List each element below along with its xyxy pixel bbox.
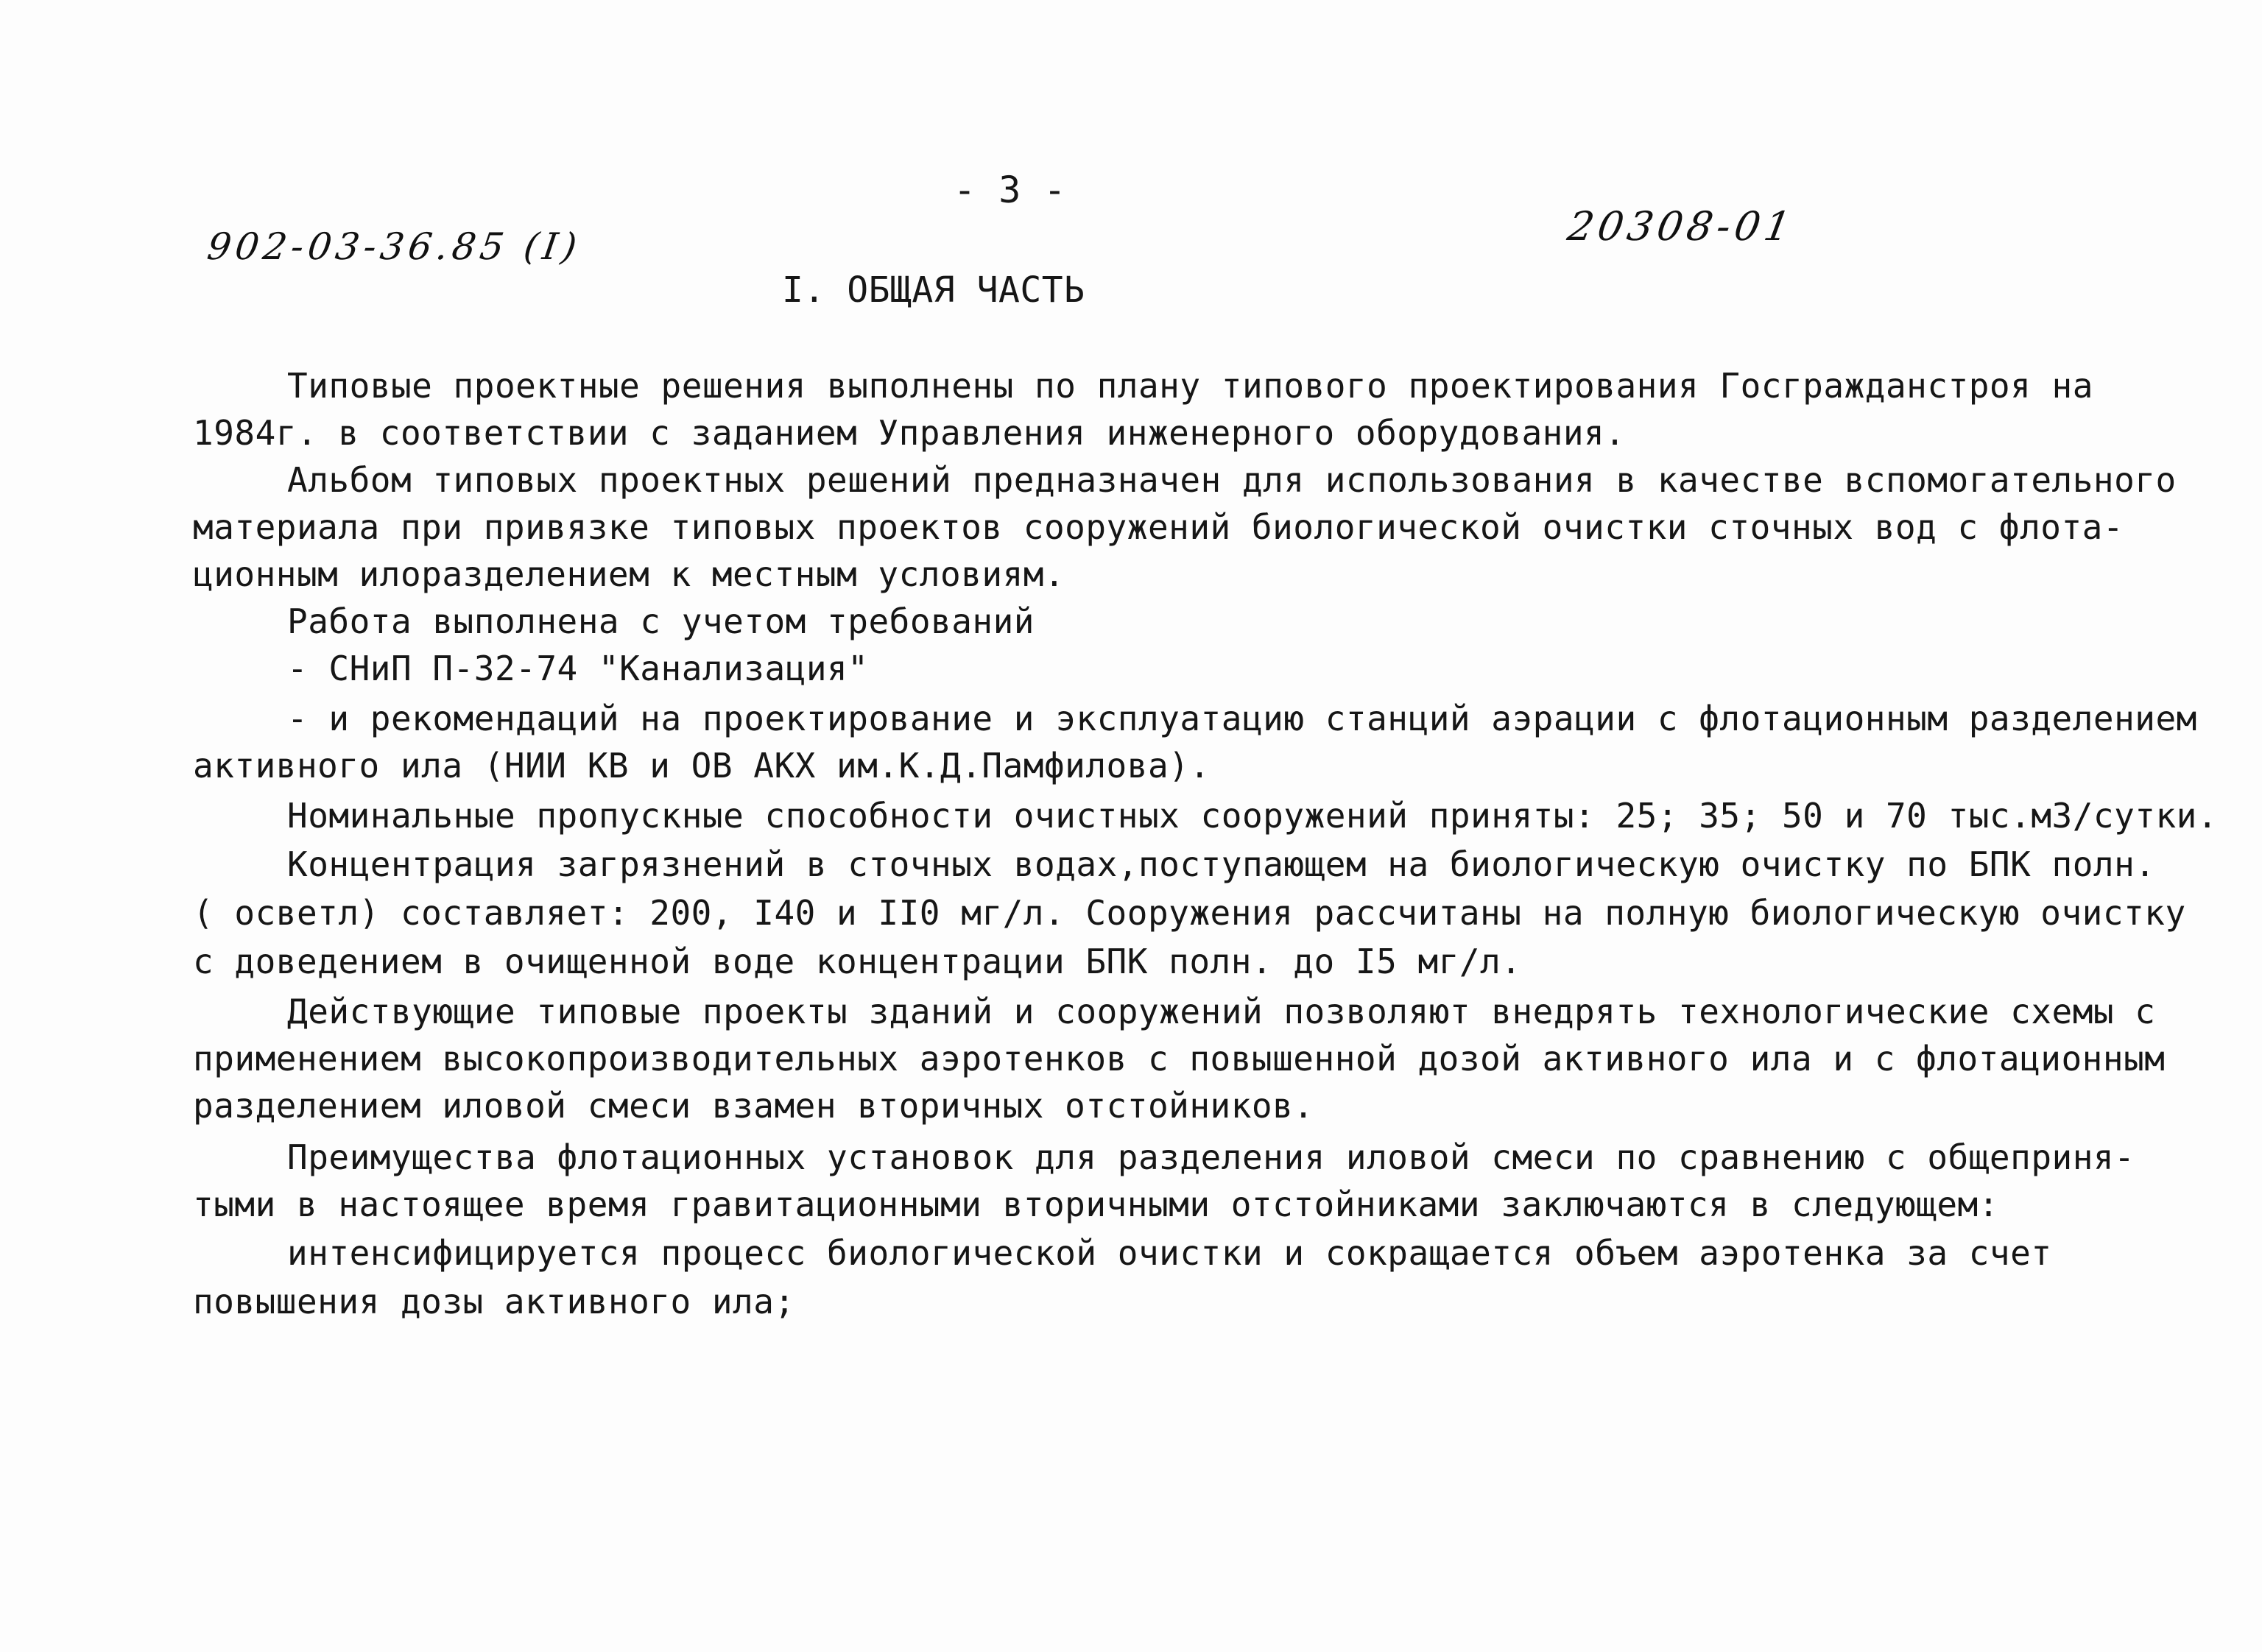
text-line: разделением иловой смеси взамен вторичных отстойников. bbox=[193, 1086, 1314, 1126]
text-line: интенсифицируется процесс биологической очистки и сокращается объем аэротенка за счет bbox=[287, 1233, 2052, 1273]
text-line: Действующие типовые проекты зданий и сооружений позволяют внедрять технологические схемы с bbox=[287, 992, 2156, 1031]
handwritten-doc-code-left: 902-03-36.85 (I) bbox=[204, 225, 584, 268]
text-line: тыми в настоящее время гравитационными вторичными отстойниками заключаются в следующем: bbox=[193, 1185, 1999, 1224]
text-line: - СНиП П-32-74 "Канализация" bbox=[287, 649, 869, 688]
page-number: - 3 - bbox=[954, 169, 1067, 211]
text-line: применением высокопроизводительных аэротенков с повышенной дозой активного ила и с флотационным bbox=[193, 1039, 2166, 1079]
text-line: материала при привязке типовых проектов сооружений биологической очистки сточных вод с флота- bbox=[193, 507, 2124, 547]
text-line: Преимущества флотационных установок для разделения иловой смеси по сравнению с общеприня- bbox=[287, 1137, 2135, 1177]
text-line: ционным илоразделением к местным условиям. bbox=[193, 554, 1065, 594]
text-line: Номинальные пропускные способности очистных сооружений приняты: 25; 35; 50 и 70 тыс.м3/сутки. bbox=[287, 796, 2219, 836]
section-title: I. ОБЩАЯ ЧАСТЬ bbox=[782, 269, 1085, 311]
text-line: повышения дозы активного ила; bbox=[193, 1282, 795, 1321]
text-line: Работа выполнена с учетом требований bbox=[287, 601, 1035, 641]
text-line: ( осветл) составляет: 200, I40 и II0 мг/л. Сооружения рассчитаны на полную биологическую очистку bbox=[193, 893, 2186, 933]
text-line: Альбом типовых проектных решений предназначен для использования в качестве вспомогательного bbox=[287, 460, 2177, 500]
text-line: с доведением в очищенной воде концентрации БПК полн. до I5 мг/л. bbox=[193, 942, 1522, 981]
handwritten-doc-code-right: 20308-01 bbox=[1564, 203, 1799, 250]
text-line: - и рекомендаций на проектирование и эксплуатацию станций аэрации с флотационным разделением bbox=[287, 699, 2197, 738]
text-line: 1984г. в соответствии с заданием Управления инженерного оборудования. bbox=[193, 413, 1626, 453]
text-line: активного ила (НИИ КВ и ОВ АКХ им.К.Д.Памфилова). bbox=[193, 746, 1211, 786]
text-line: Концентрация загрязнений в сточных водах,поступающем на биологическую очистку по БПК полн. bbox=[287, 844, 2156, 884]
text-line: Типовые проектные решения выполнены по плану типового проектирования Госгражданстроя на bbox=[287, 366, 2093, 406]
